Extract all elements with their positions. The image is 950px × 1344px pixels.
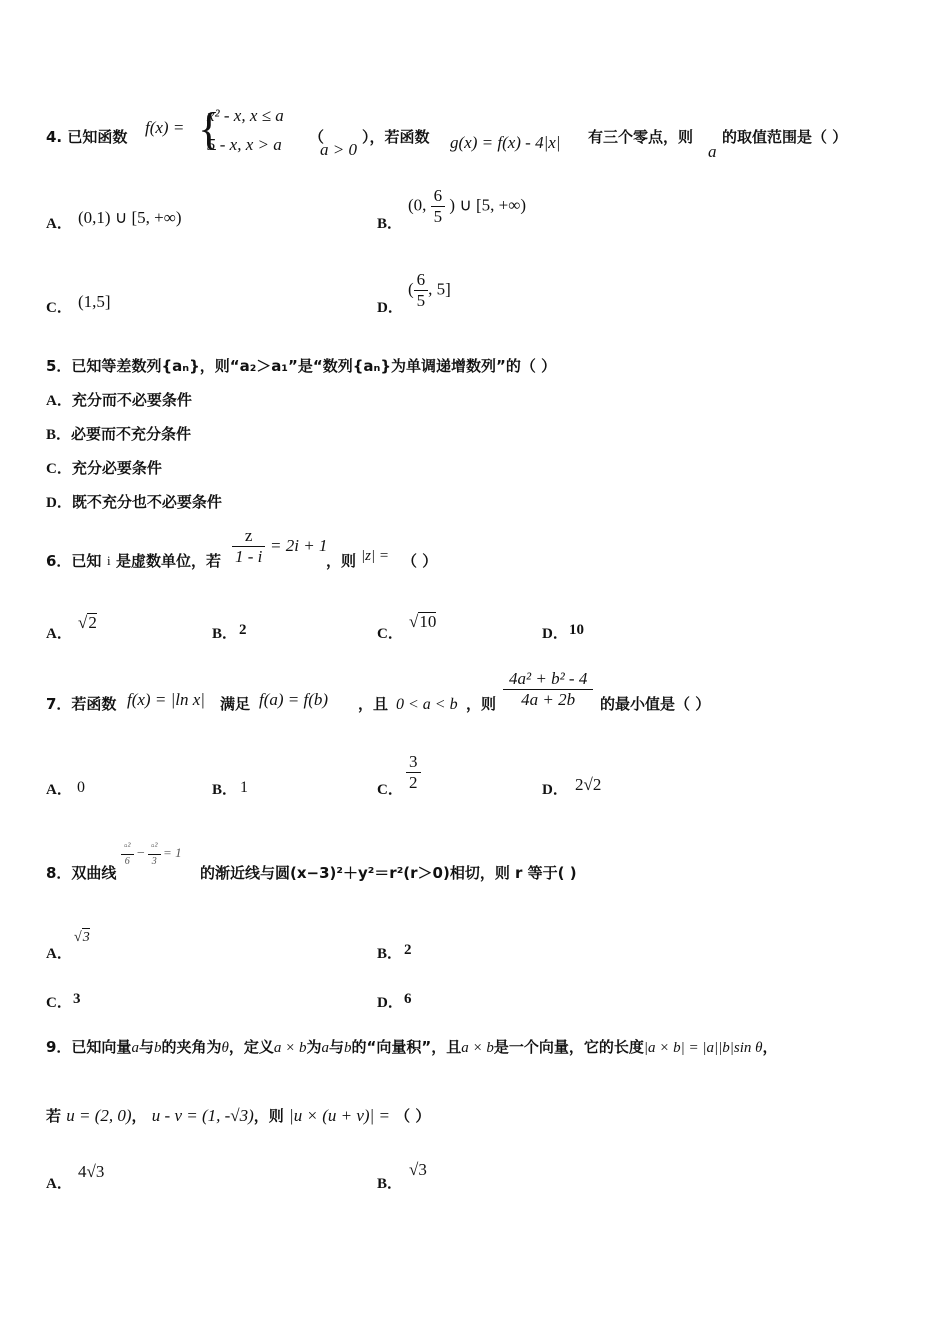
q7-option-d-label[interactable]: D． bbox=[542, 782, 568, 798]
q8-option-a-label[interactable]: A． bbox=[46, 946, 72, 962]
q9-option-b-label[interactable]: B． bbox=[377, 1176, 403, 1192]
q9-def: ，定义 bbox=[228, 1038, 274, 1056]
q4-mid: ），若函数 bbox=[362, 128, 430, 146]
q4-option-d-label[interactable]: D． bbox=[377, 300, 403, 316]
q9-wei: 为 bbox=[306, 1038, 322, 1056]
q6-frac-num: z bbox=[232, 526, 265, 547]
q6-mid: 是虚数单位，若 bbox=[116, 552, 222, 570]
q7-fraction bbox=[503, 669, 593, 710]
q4-option-c-label[interactable]: C． bbox=[46, 300, 72, 316]
q4-gx: g(x) = f(x) - 4|x| bbox=[450, 133, 561, 152]
q6-option-b-label[interactable]: B． bbox=[212, 626, 238, 642]
q5-option-c-label: C． bbox=[46, 461, 72, 477]
q6-option-b[interactable]: 2 bbox=[239, 622, 247, 638]
q4-option-a-label[interactable]: A． bbox=[46, 216, 72, 232]
q9-line2-pre: 若 bbox=[46, 1107, 62, 1125]
q7-ineq: 0 < a < b bbox=[396, 696, 458, 713]
q9-u: u = (2, 0) bbox=[66, 1106, 132, 1125]
q5-option-c-text: 充分必要条件 bbox=[71, 459, 162, 477]
q6-option-c[interactable]: √10 bbox=[409, 612, 437, 631]
q7-and: ，且 bbox=[358, 695, 389, 713]
q8-option-a-text: 3 bbox=[82, 930, 90, 945]
q5-option-d-text: 既不充分也不必要条件 bbox=[71, 493, 222, 511]
q4-case1: x² - x, x ≤ a bbox=[207, 106, 284, 125]
q6-abs: |z| = bbox=[361, 548, 389, 564]
q9-a2: a bbox=[321, 1040, 330, 1056]
q7-option-a[interactable]: 0 bbox=[77, 779, 85, 796]
q6-fraction bbox=[232, 526, 265, 567]
q7-fx: f(x) = |ln x| bbox=[127, 690, 205, 709]
q5-option-d[interactable] bbox=[46, 491, 222, 512]
q9-formula: |a × b| = |a||b|sin θ bbox=[643, 1040, 763, 1056]
q6-i: i bbox=[107, 553, 111, 568]
q5-option-a[interactable] bbox=[46, 389, 192, 410]
q9-option-a[interactable]: 4√3 bbox=[78, 1162, 105, 1181]
q5-stem: 5．已知等差数列{aₙ}，则“a₂＞a₁”是“数列{aₙ}为单调递增数列”的（ ） bbox=[46, 357, 557, 375]
q8-option-c-label[interactable]: C． bbox=[46, 995, 72, 1011]
q7-option-a-label[interactable]: A． bbox=[46, 782, 72, 798]
q9-option-a-label[interactable]: A． bbox=[46, 1176, 72, 1192]
q9-named: 的“向量积”，且 bbox=[351, 1038, 462, 1056]
q7-frac-den: 4a + 2b bbox=[521, 690, 576, 709]
q9-b2: b bbox=[344, 1040, 352, 1056]
q8-option-b[interactable]: 2 bbox=[404, 942, 412, 958]
q6-option-d-label[interactable]: D． bbox=[542, 626, 568, 642]
q8-post: 的渐近线与圆(x−3)²＋y²＝r²(r＞0)相切，则 r 等于( ) bbox=[200, 864, 577, 882]
q6-option-d[interactable]: 10 bbox=[569, 622, 584, 638]
q4-var: a bbox=[708, 142, 717, 161]
q7-frac-num: 4a² + b² - 4 bbox=[503, 669, 593, 690]
q5-option-d-label: D． bbox=[46, 495, 72, 511]
q8-option-b-label[interactable]: B． bbox=[377, 946, 403, 962]
q5-option-a-label: A． bbox=[46, 393, 72, 409]
q6-option-a[interactable]: √2 bbox=[78, 613, 97, 632]
q4-fx: f(x) = bbox=[145, 118, 185, 137]
q4-option-b-label[interactable]: B． bbox=[377, 216, 403, 232]
q7-option-d[interactable]: 2√2 bbox=[575, 775, 602, 794]
q7-prefix: 7．若函数 bbox=[46, 695, 117, 713]
q9-b: b bbox=[153, 1040, 162, 1056]
q6-prefix: 6．已知 bbox=[46, 552, 102, 570]
q9-prefix: 9．已知向量 bbox=[46, 1038, 132, 1056]
q9-uv: u - v = (1, -√3) bbox=[151, 1106, 254, 1125]
q9-vec: 是一个向量，它的长度 bbox=[493, 1038, 644, 1056]
q8-option-a[interactable]: √3 bbox=[74, 930, 90, 945]
q9-angle-pre: 的夹角为 bbox=[161, 1038, 222, 1056]
q9-ask: |u × (u + v)| = bbox=[289, 1106, 390, 1125]
q8-prefix: 8．双曲线 bbox=[46, 864, 117, 882]
q9-axb: a × b bbox=[273, 1040, 307, 1056]
q6-tail: （ ） bbox=[402, 552, 438, 570]
q5-option-b-label: B． bbox=[46, 427, 72, 443]
q9-theta: θ bbox=[221, 1040, 229, 1056]
q6-option-c-text: 10 bbox=[419, 612, 437, 631]
q7-option-c[interactable]: $\frac{3}{2}$ bbox=[406, 752, 421, 793]
q6-rhs: = 2i + 1 bbox=[270, 536, 328, 555]
q9-option-b[interactable]: √3 bbox=[409, 1160, 427, 1179]
q4-option-c[interactable]: (1,5] bbox=[78, 292, 111, 311]
q7-eq: f(a) = f(b) bbox=[259, 690, 329, 709]
q4-post2: 的取值范围是（ ） bbox=[722, 128, 848, 146]
q5-option-b-text: 必要而不充分条件 bbox=[71, 425, 192, 443]
q9-line1 bbox=[46, 1036, 778, 1057]
q9-yu: 与 bbox=[138, 1038, 154, 1056]
q8-option-d-label[interactable]: D． bbox=[377, 995, 403, 1011]
q7-post: 的最小值是（ ） bbox=[600, 695, 711, 713]
q5-option-c[interactable] bbox=[46, 457, 162, 478]
q7-mid: 满足 bbox=[220, 695, 251, 713]
q4-condition: a > 0 bbox=[320, 140, 357, 159]
q7-option-b[interactable]: 1 bbox=[240, 779, 248, 796]
q4-prefix: 已知函数 bbox=[67, 128, 128, 146]
q6-option-c-label[interactable]: C． bbox=[377, 626, 403, 642]
q6-option-a-text: 2 bbox=[88, 613, 97, 632]
q4-brace: { bbox=[198, 103, 221, 154]
q9-then: ，则 bbox=[253, 1107, 284, 1125]
q9-axb2: a × b bbox=[461, 1040, 494, 1056]
q7-option-c-label[interactable]: C． bbox=[377, 782, 403, 798]
q4-open-paren: （ bbox=[309, 128, 325, 146]
q4-case2: 5 - x, x > a bbox=[207, 135, 282, 154]
q4-option-d[interactable]: ( $\frac{6}{5}$ , 5] bbox=[408, 270, 451, 310]
q8-option-d[interactable]: 6 bbox=[404, 991, 412, 1007]
q4-option-a[interactable]: (0,1) ∪ [5, +∞) bbox=[78, 208, 182, 227]
q5-option-b[interactable] bbox=[46, 423, 191, 444]
q9-line2: 若 u = (2, 0)， u - v = (1, -√3)，则 |u × (u + v)| = （ ） bbox=[46, 1106, 431, 1125]
q8-hyperbola: $\frac{\text{▫²}}{6}$ − $\frac{\text{▫²}}{3}$ = 1 bbox=[121, 840, 182, 869]
q4-stem bbox=[46, 126, 127, 147]
q4-number: 4. bbox=[46, 128, 63, 146]
q7-then: ，则 bbox=[466, 695, 497, 713]
q6-option-a-label[interactable]: A． bbox=[46, 626, 72, 642]
q9-tail: （ ） bbox=[395, 1107, 431, 1125]
q9-yu2: 与 bbox=[329, 1038, 345, 1056]
q9-comma: ， bbox=[762, 1038, 778, 1056]
q4-option-b[interactable]: (0, $\frac{6}{5}$ ) ∪ [5, +∞) bbox=[408, 186, 527, 226]
q8-option-c[interactable]: 3 bbox=[73, 991, 81, 1007]
q6-post: ，则 bbox=[326, 552, 357, 570]
q6-frac-den: 1 - i bbox=[235, 547, 263, 566]
q9-a: a bbox=[131, 1040, 139, 1056]
q4-post1: 有三个零点，则 bbox=[588, 128, 694, 146]
q7-option-b-label[interactable]: B． bbox=[212, 782, 238, 798]
q5-option-a-text: 充分而不必要条件 bbox=[71, 391, 192, 409]
